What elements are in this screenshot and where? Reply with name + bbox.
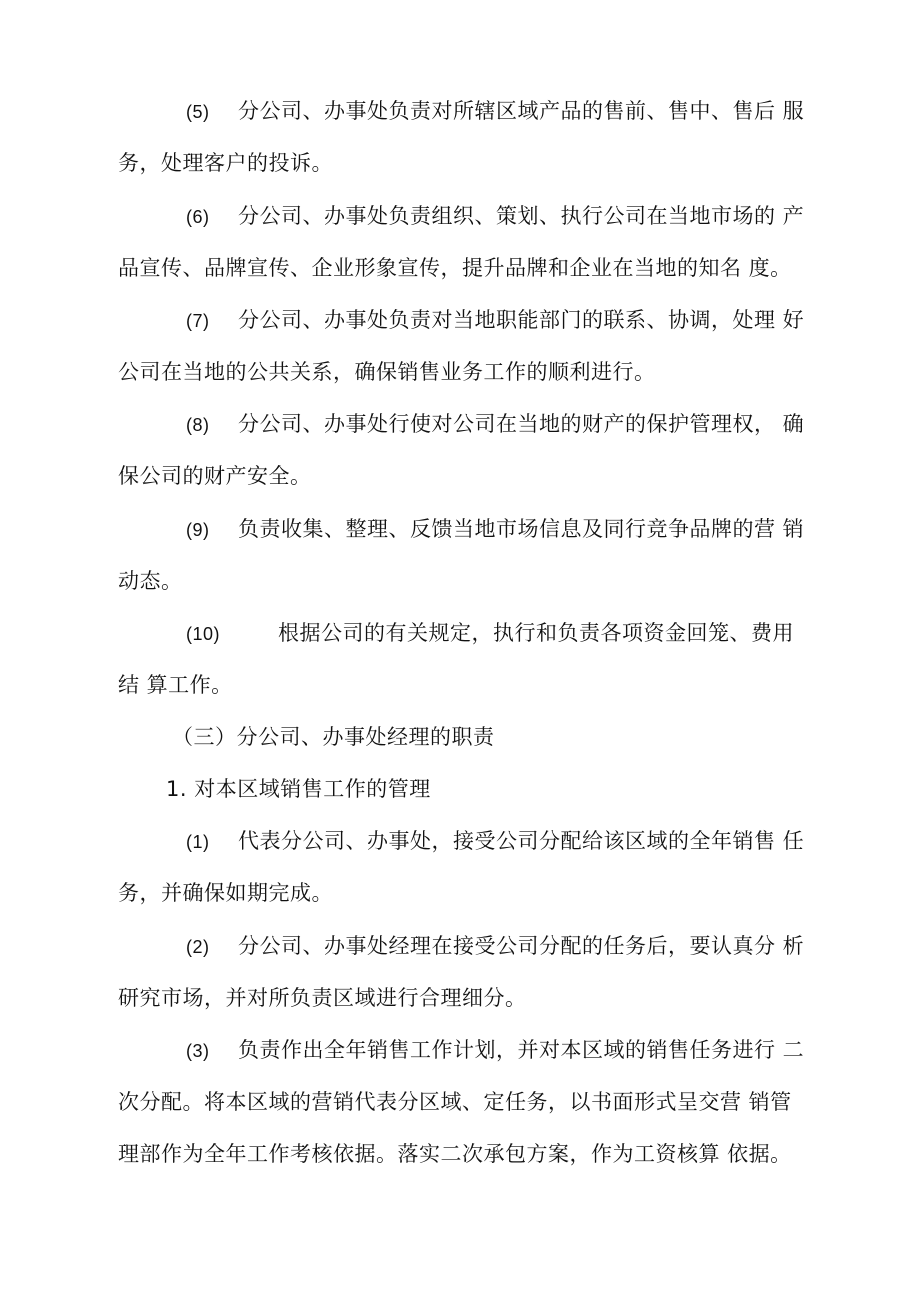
paragraph-8-line-2: 保公司的财产安全。: [118, 464, 312, 488]
paragraph-text: 根据公司的有关规定，执行和负责各项资金回笼、费用: [278, 621, 794, 645]
paragraph-number: (7): [186, 311, 210, 331]
paragraph-10-line-2: 结 算工作。: [118, 673, 233, 697]
paragraph-number: (6): [186, 207, 210, 227]
paragraph-9-line-2: 动态。: [118, 569, 183, 593]
item-1-line-2: 务，并确保如期完成。: [118, 881, 333, 905]
paragraph-text: 负责收集、整理、反馈当地市场信息及同行竞争品牌的营 销: [238, 517, 805, 541]
item-number: (2): [186, 937, 210, 957]
paragraph-8-line-1: [186, 410, 804, 439]
paragraph-10-line-1: [186, 619, 794, 648]
paragraph-number: (9): [186, 520, 210, 540]
paragraph-9-line-1: [186, 515, 804, 544]
paragraph-7-line-2: 公司在当地的公共关系，确保销售业务工作的顺利进行。: [118, 360, 656, 384]
item-2-line-2: 研究市场，并对所负责区域进行合理细分。: [118, 986, 527, 1010]
sub-heading: 1. 对本区域销售工作的管理: [166, 777, 431, 801]
item-text: 分公司、办事处经理在接受公司分配的任务后，要认真分 析: [238, 934, 805, 958]
paragraph-number: (8): [186, 415, 210, 435]
item-text: 代表分公司、办事处，接受公司分配给该区域的全年销售 任: [238, 829, 805, 853]
paragraph-number: (10): [186, 624, 221, 644]
paragraph-6-line-2: 品宣传、品牌宣传、企业形象宣传，提升品牌和企业在当地的知名 度。: [118, 256, 792, 280]
item-3-line-2: 次分配。将本区域的营销代表分区域、定任务，以书面形式呈交营 销管: [118, 1090, 792, 1114]
paragraph-5-line-1: [186, 97, 804, 126]
item-2-line-1: [186, 932, 804, 961]
item-number: (1): [186, 832, 210, 852]
paragraph-number: (5): [186, 102, 210, 122]
item-3-line-3: 理部作为全年工作考核依据。落实二次承包方案，作为工资核算 依据。: [118, 1142, 792, 1166]
item-text: 负责作出全年销售工作计划，并对本区域的销售任务进行 二: [238, 1038, 805, 1062]
paragraph-7-line-1: [186, 306, 804, 335]
item-1-line-1: [186, 827, 804, 856]
item-3-line-1: [186, 1036, 804, 1065]
paragraph-text: 分公司、办事处行使对公司在当地的财产的保护管理权， 确: [238, 412, 805, 436]
paragraph-5-line-2: 务，处理客户的投诉。: [118, 151, 333, 175]
paragraph-text: 分公司、办事处负责对当地职能部门的联系、协调，处理 好: [238, 308, 805, 332]
paragraph-text: 分公司、办事处负责对所辖区域产品的售前、售中、售后 服: [238, 99, 805, 123]
paragraph-6-line-1: [186, 202, 804, 231]
paragraph-text: 分公司、办事处负责组织、策划、执行公司在当地市场的 产: [238, 204, 805, 228]
item-number: (3): [186, 1041, 210, 1061]
section-heading: （三）分公司、办事处经理的职责: [172, 725, 495, 749]
